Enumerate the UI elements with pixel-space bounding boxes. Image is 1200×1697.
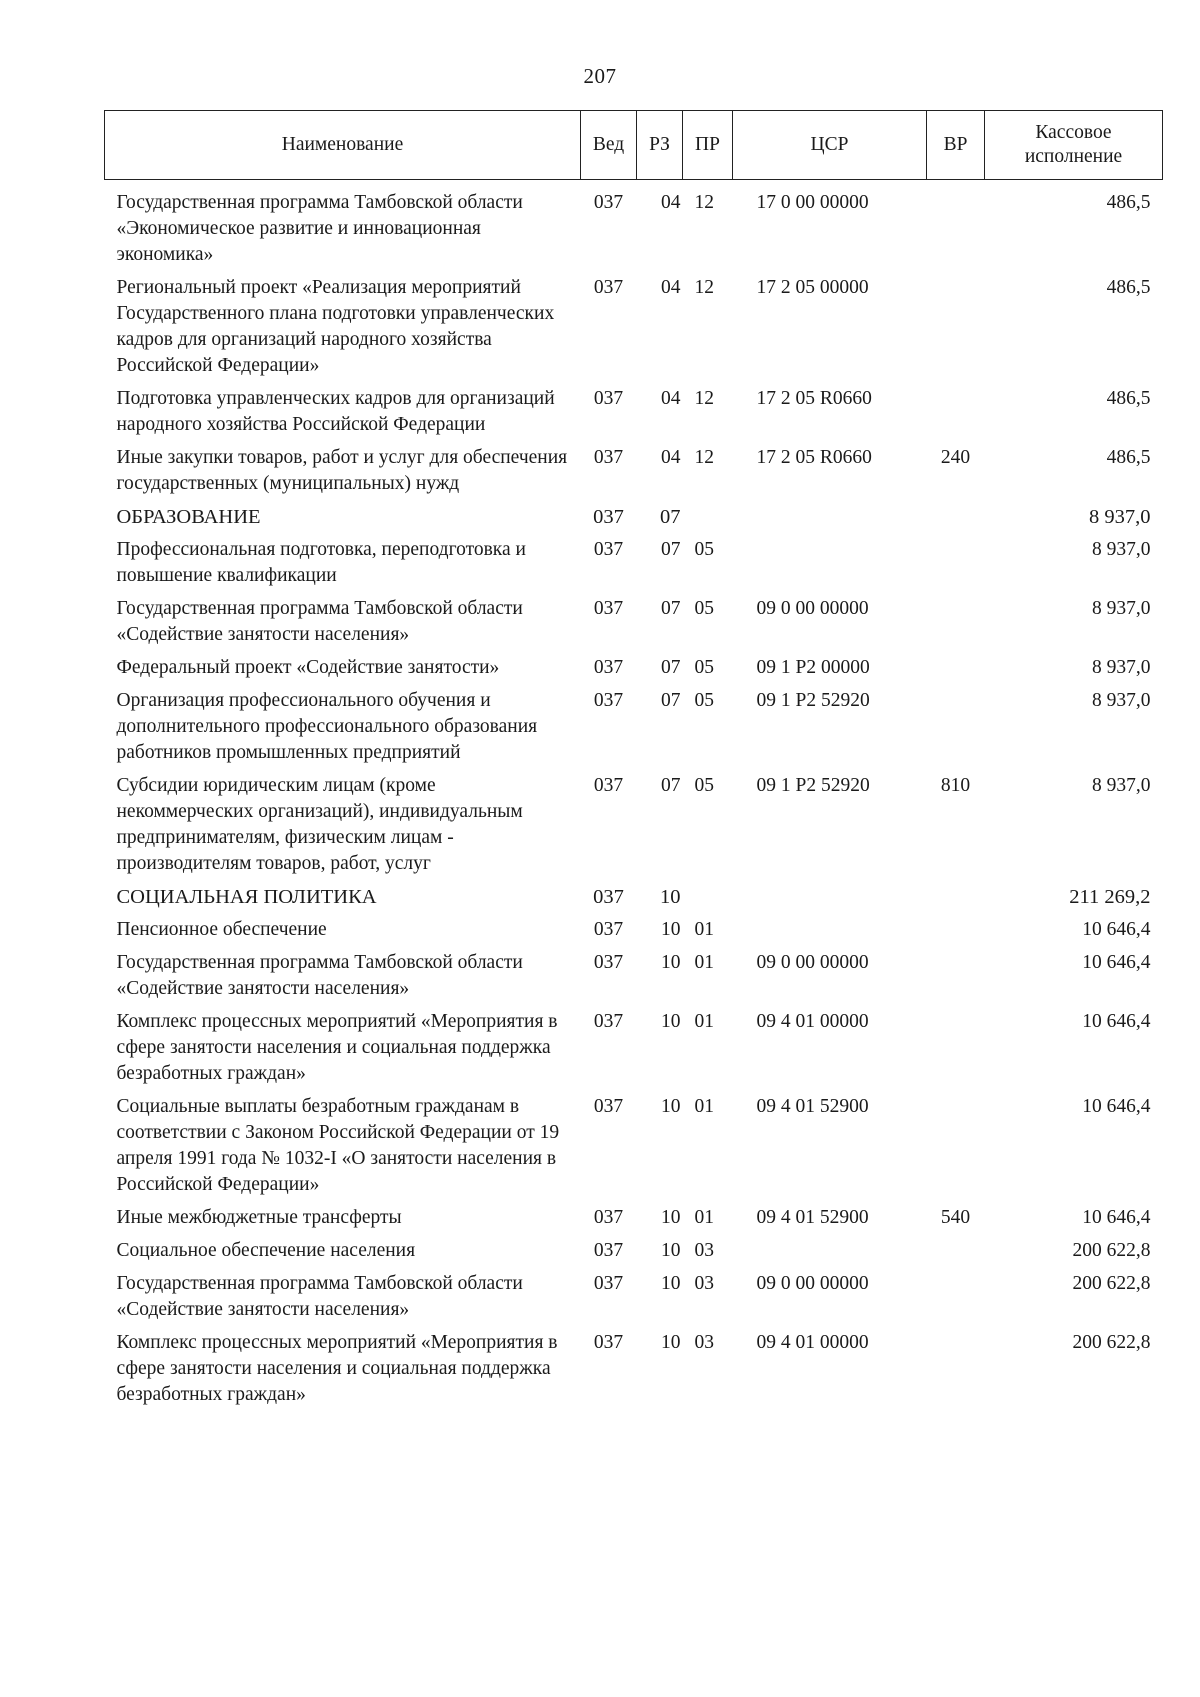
row-name: Комплекс процессных мероприятий «Мероприятия в сфере занятости населения и социальная поддержка безработных граждан»	[116, 1011, 558, 1084]
row-pr: 03	[694, 1332, 714, 1353]
row-csr: 09 4 01 52900	[756, 1096, 869, 1117]
row-name: СОЦИАЛЬНАЯ ПОЛИТИКА	[116, 886, 377, 908]
row-amount: 486,5	[1106, 192, 1151, 213]
header-ved: Вед	[581, 111, 637, 180]
row-pr: 01	[694, 919, 714, 940]
row-csr	[733, 500, 927, 533]
row-amount: 10 646,4	[1082, 1096, 1151, 1117]
row-vr	[927, 1005, 985, 1090]
row-name: Государственная программа Тамбовской области «Содействие занятости населения»	[116, 598, 523, 645]
row-rz: 07	[661, 775, 681, 796]
row-pr: 01	[694, 1096, 714, 1117]
row-vr	[927, 382, 985, 441]
row-ved: 037	[593, 277, 624, 298]
row-rz: 07	[661, 598, 681, 619]
row-vr: 810	[940, 775, 971, 796]
row-rz: 04	[661, 192, 681, 213]
table-body	[105, 180, 1163, 1412]
row-csr: 17 2 05 R0660	[756, 447, 872, 468]
row-rz: 10	[660, 886, 681, 908]
table-row	[105, 913, 1163, 946]
row-ved: 037	[593, 598, 624, 619]
row-pr	[683, 500, 733, 533]
row-ved: 037	[593, 388, 624, 409]
row-csr: 17 2 05 R0660	[756, 388, 872, 409]
row-pr: 01	[694, 1207, 714, 1228]
row-vr	[927, 651, 985, 684]
row-rz: 10	[661, 1273, 681, 1294]
table-row	[105, 382, 1163, 441]
row-name: Социальные выплаты безработным гражданам в соответствии с Законом Российской Федерации от 19 апреля 1991 года № 1032-I «О занятости населения в Российской Федерации»	[116, 1096, 560, 1195]
row-ved: 037	[593, 447, 624, 468]
table-header	[105, 111, 1163, 180]
table-row	[105, 880, 1163, 913]
row-rz: 04	[661, 277, 681, 298]
row-vr	[927, 1267, 985, 1326]
row-ved: 037	[593, 1011, 624, 1032]
row-csr: 09 0 00 00000	[756, 598, 869, 619]
budget-execution-table	[104, 110, 1163, 1411]
row-pr	[683, 880, 733, 913]
row-name: Государственная программа Тамбовской области «Содействие занятости населения»	[116, 952, 523, 999]
row-name: Комплекс процессных мероприятий «Мероприятия в сфере занятости населения и социальная поддержка безработных граждан»	[116, 1332, 558, 1405]
row-pr: 05	[694, 690, 714, 711]
table-row	[105, 1090, 1163, 1201]
row-vr: 240	[940, 447, 971, 468]
row-pr: 01	[694, 1011, 714, 1032]
row-ved: 037	[593, 657, 624, 678]
row-name: Субсидии юридическим лицам (кроме некоммерческих организаций), индивидуальным предпринимателям, физическим лицам - производителям товаров, работ, услуг	[116, 775, 523, 874]
row-csr: 09 4 01 00000	[756, 1332, 869, 1353]
table-row	[105, 769, 1163, 880]
row-vr	[927, 880, 985, 913]
row-ved: 037	[593, 1332, 624, 1353]
row-vr	[927, 684, 985, 769]
row-name: Пенсионное обеспечение	[116, 919, 327, 940]
table-row	[105, 946, 1163, 1005]
row-rz: 10	[661, 919, 681, 940]
row-rz: 10	[661, 1207, 681, 1228]
row-rz: 07	[660, 506, 681, 528]
row-pr: 03	[694, 1240, 714, 1261]
row-name: Организация профессионального обучения и дополнительного профессионального образования работников промышленных предприятий	[116, 690, 538, 763]
row-pr: 01	[694, 952, 714, 973]
row-amount: 200 622,8	[1072, 1273, 1151, 1294]
table-row	[105, 1234, 1163, 1267]
header-name: Наименование	[105, 111, 581, 180]
row-csr	[733, 880, 927, 913]
row-name: Иные закупки товаров, работ и услуг для обеспечения государственных (муниципальных) нужд	[116, 447, 568, 494]
row-amount: 200 622,8	[1072, 1332, 1151, 1353]
row-rz: 10	[661, 1011, 681, 1032]
table-row	[105, 180, 1163, 272]
row-ved: 037	[593, 1240, 624, 1261]
row-pr: 05	[694, 775, 714, 796]
row-amount: 211 269,2	[1069, 886, 1151, 908]
table-row	[105, 271, 1163, 382]
row-amount: 8 937,0	[1092, 539, 1151, 560]
row-rz: 04	[661, 447, 681, 468]
row-ved: 037	[593, 919, 624, 940]
row-rz: 10	[661, 1240, 681, 1261]
row-csr: 09 4 01 00000	[756, 1011, 869, 1032]
row-csr: 09 4 01 52900	[756, 1207, 869, 1228]
row-name: Региональный проект «Реализация мероприятий Государственного плана подготовки управленческих кадров для организаций народного хозяйства Российской Федерации»	[116, 277, 555, 376]
row-vr	[927, 500, 985, 533]
row-pr: 12	[694, 192, 714, 213]
table-row	[105, 533, 1163, 592]
row-name: Профессиональная подготовка, переподготовка и повышение квалификации	[116, 539, 526, 586]
row-rz: 10	[661, 1096, 681, 1117]
row-amount: 200 622,8	[1072, 1240, 1151, 1261]
row-pr: 05	[694, 539, 714, 560]
row-amount: 8 937,0	[1092, 657, 1151, 678]
row-csr: 09 1 P2 52920	[756, 775, 870, 796]
row-amount: 8 937,0	[1092, 598, 1151, 619]
header-pr: ПР	[683, 111, 733, 180]
row-pr: 05	[694, 657, 714, 678]
row-pr: 05	[694, 598, 714, 619]
table-row	[105, 441, 1163, 500]
row-ved: 037	[593, 886, 624, 908]
row-amount: 486,5	[1106, 388, 1151, 409]
row-name: Иные межбюджетные трансферты	[116, 1207, 402, 1228]
header-amount: Кассовое исполнение	[985, 111, 1163, 180]
row-ved: 037	[593, 952, 624, 973]
row-amount: 10 646,4	[1082, 1011, 1151, 1032]
table-row	[105, 592, 1163, 651]
row-vr	[927, 180, 985, 272]
row-amount: 486,5	[1106, 277, 1151, 298]
row-name: Федеральный проект «Содействие занятости»	[116, 657, 500, 678]
row-rz: 07	[661, 657, 681, 678]
row-pr: 03	[694, 1273, 714, 1294]
row-ved: 037	[593, 506, 624, 528]
row-csr: 17 2 05 00000	[756, 277, 869, 298]
row-ved: 037	[593, 690, 624, 711]
row-pr: 12	[694, 277, 714, 298]
table-row	[105, 500, 1163, 533]
row-rz: 04	[661, 388, 681, 409]
header-rz: РЗ	[637, 111, 683, 180]
row-name: Государственная программа Тамбовской области «Экономическое развитие и инновационная экономика»	[116, 192, 523, 265]
table-row	[105, 1201, 1163, 1234]
header-csr: ЦСР	[733, 111, 927, 180]
row-vr	[927, 271, 985, 382]
row-amount: 8 937,0	[1092, 775, 1151, 796]
row-rz: 07	[661, 690, 681, 711]
row-rz: 07	[661, 539, 681, 560]
row-csr	[733, 533, 927, 592]
row-name: ОБРАЗОВАНИЕ	[116, 506, 261, 528]
table-row	[105, 1267, 1163, 1326]
row-ved: 037	[593, 775, 624, 796]
row-name: Подготовка управленческих кадров для организаций народного хозяйства Российской Федерации	[116, 388, 555, 435]
row-amount: 486,5	[1106, 447, 1151, 468]
row-csr: 09 0 00 00000	[756, 952, 869, 973]
row-ved: 037	[593, 1273, 624, 1294]
row-name: Государственная программа Тамбовской области «Содействие занятости населения»	[116, 1273, 523, 1320]
row-csr: 17 0 00 00000	[756, 192, 869, 213]
table-row	[105, 651, 1163, 684]
row-rz: 10	[661, 952, 681, 973]
row-csr	[733, 913, 927, 946]
row-amount: 8 937,0	[1092, 690, 1151, 711]
table-row	[105, 1326, 1163, 1411]
row-csr: 09 1 P2 52920	[756, 690, 870, 711]
row-amount: 10 646,4	[1082, 952, 1151, 973]
row-vr	[927, 1234, 985, 1267]
row-ved: 037	[593, 192, 624, 213]
row-vr	[927, 533, 985, 592]
row-csr: 09 1 P2 00000	[756, 657, 870, 678]
row-vr	[927, 913, 985, 946]
row-pr: 12	[694, 388, 714, 409]
row-vr: 540	[940, 1207, 971, 1228]
row-ved: 037	[593, 539, 624, 560]
table-row	[105, 684, 1163, 769]
row-csr: 09 0 00 00000	[756, 1273, 869, 1294]
row-vr	[927, 1326, 985, 1411]
page-number: 207	[583, 64, 617, 88]
header-vr: ВР	[927, 111, 985, 180]
row-amount: 10 646,4	[1082, 1207, 1151, 1228]
row-ved: 037	[593, 1096, 624, 1117]
row-vr	[927, 592, 985, 651]
row-amount: 8 937,0	[1089, 506, 1151, 528]
row-rz: 10	[661, 1332, 681, 1353]
row-pr: 12	[694, 447, 714, 468]
row-amount: 10 646,4	[1082, 919, 1151, 940]
row-vr	[927, 946, 985, 1005]
row-csr	[733, 1234, 927, 1267]
row-name: Социальное обеспечение населения	[116, 1240, 416, 1261]
row-vr	[927, 1090, 985, 1201]
row-ved: 037	[593, 1207, 624, 1228]
table-row	[105, 1005, 1163, 1090]
